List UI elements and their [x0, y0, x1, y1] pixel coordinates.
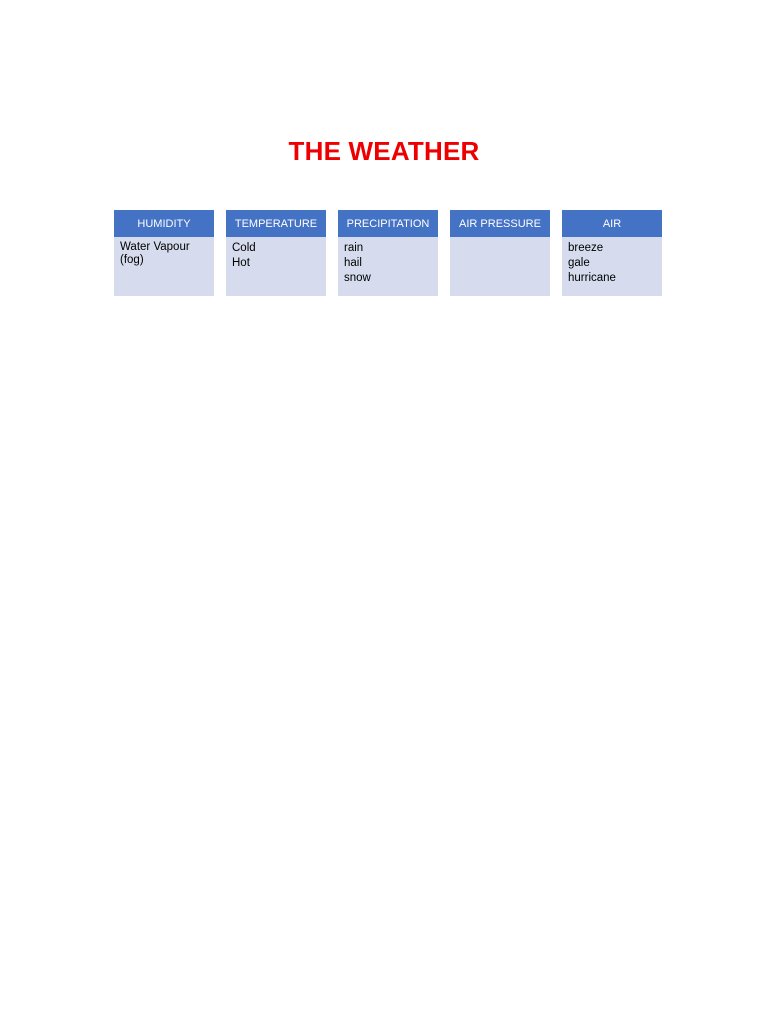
column-header-humidity: HUMIDITY: [114, 210, 214, 237]
list-item: snow: [344, 272, 371, 284]
weather-category-diagram: [114, 210, 662, 296]
column-temperature: [226, 210, 326, 296]
column-header-precipitation: PRECIPITATION: [338, 210, 438, 237]
column-air-pressure: [450, 210, 550, 296]
column-precipitation: [338, 210, 438, 296]
list-item: hail: [344, 257, 362, 269]
column-air: [562, 210, 662, 296]
column-header-air-pressure: AIR PRESSURE: [450, 210, 550, 237]
page-title: THE WEATHER: [288, 136, 480, 166]
list-item: breeze: [568, 242, 604, 254]
list-item: Cold: [232, 242, 256, 254]
column-header-air: AIR: [562, 210, 662, 237]
column-body-humidity: [114, 237, 214, 296]
list-item: rain: [344, 242, 364, 254]
column-body-temperature: [226, 237, 326, 296]
column-body-air-pressure: [450, 237, 550, 296]
column-humidity: [114, 210, 214, 296]
list-item: hurricane: [568, 272, 616, 284]
list-item: Hot: [232, 257, 250, 269]
column-body-precipitation: [338, 237, 438, 296]
column-header-temperature: TEMPERATURE: [226, 210, 326, 237]
column-body-air: [562, 237, 662, 296]
list-item: gale: [568, 257, 590, 269]
list-item: Water Vapour (fog): [120, 241, 190, 266]
